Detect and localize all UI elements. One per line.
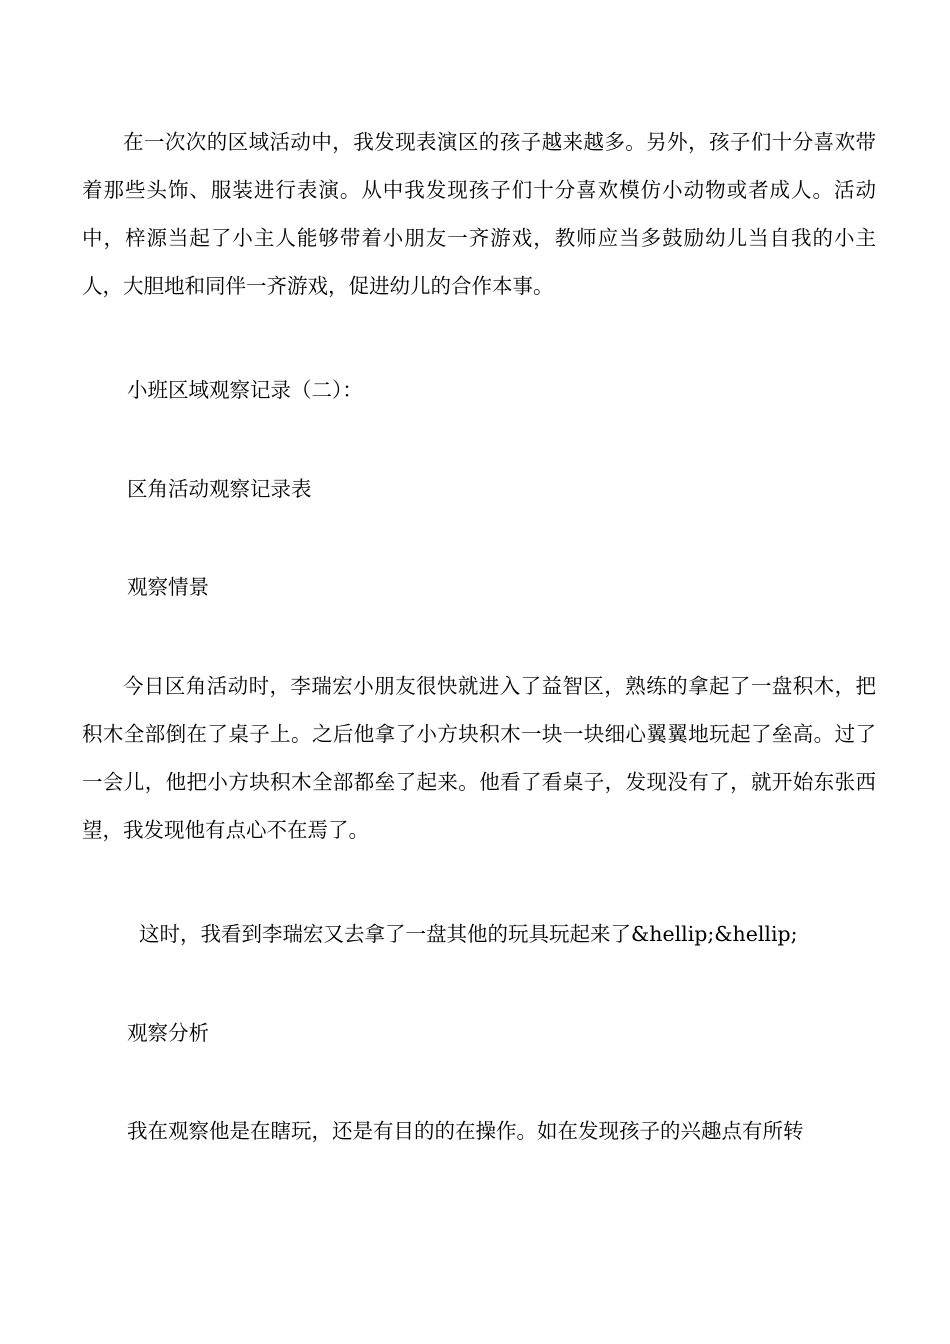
paragraph-performance-area: 在一次次的区域活动中，我发现表演区的孩子越来越多。另外，孩子们十分喜欢带着那些头饰、服装进行表演。从中我发现孩子们十分喜欢模仿小动物或者成人。活动中，梓源当起了小主人能够带着小朋友一齐游戏，教师应当多鼓励幼儿当自我的小主人，大胆地和同伴一齐游戏，促进幼儿的合作本事。 bbox=[82, 130, 876, 298]
paragraph-observation-scene: 今日区角活动时，李瑞宏小朋友很快就进入了益智区，熟练的拿起了一盘积木，把积木全部倒在了桌子上。之后他拿了小方块积木一块一块细心翼翼地玩起了垒高。过了一会儿，他把小方块积木全部都垒了起来。他看了看桌子，发现没有了，就开始东张西望，我发现他有点心不在焉了。 bbox=[82, 674, 876, 842]
heading-observation-scene: 观察情景 bbox=[127, 575, 209, 599]
heading-observation-analysis: 观察分析 bbox=[127, 1021, 209, 1045]
paragraph-continuation: 这时，我看到李瑞宏又去拿了一盘其他的玩具玩起来了&hellip;&hellip; bbox=[139, 922, 798, 946]
heading-observation-record-2: 小班区域观察记录（二）： bbox=[127, 378, 363, 402]
heading-observation-table: 区角活动观察记录表 bbox=[127, 477, 312, 501]
paragraph-observation-analysis: 我在观察他是在瞎玩，还是有目的的在操作。如在发现孩子的兴趣点有所转 bbox=[127, 1119, 804, 1143]
